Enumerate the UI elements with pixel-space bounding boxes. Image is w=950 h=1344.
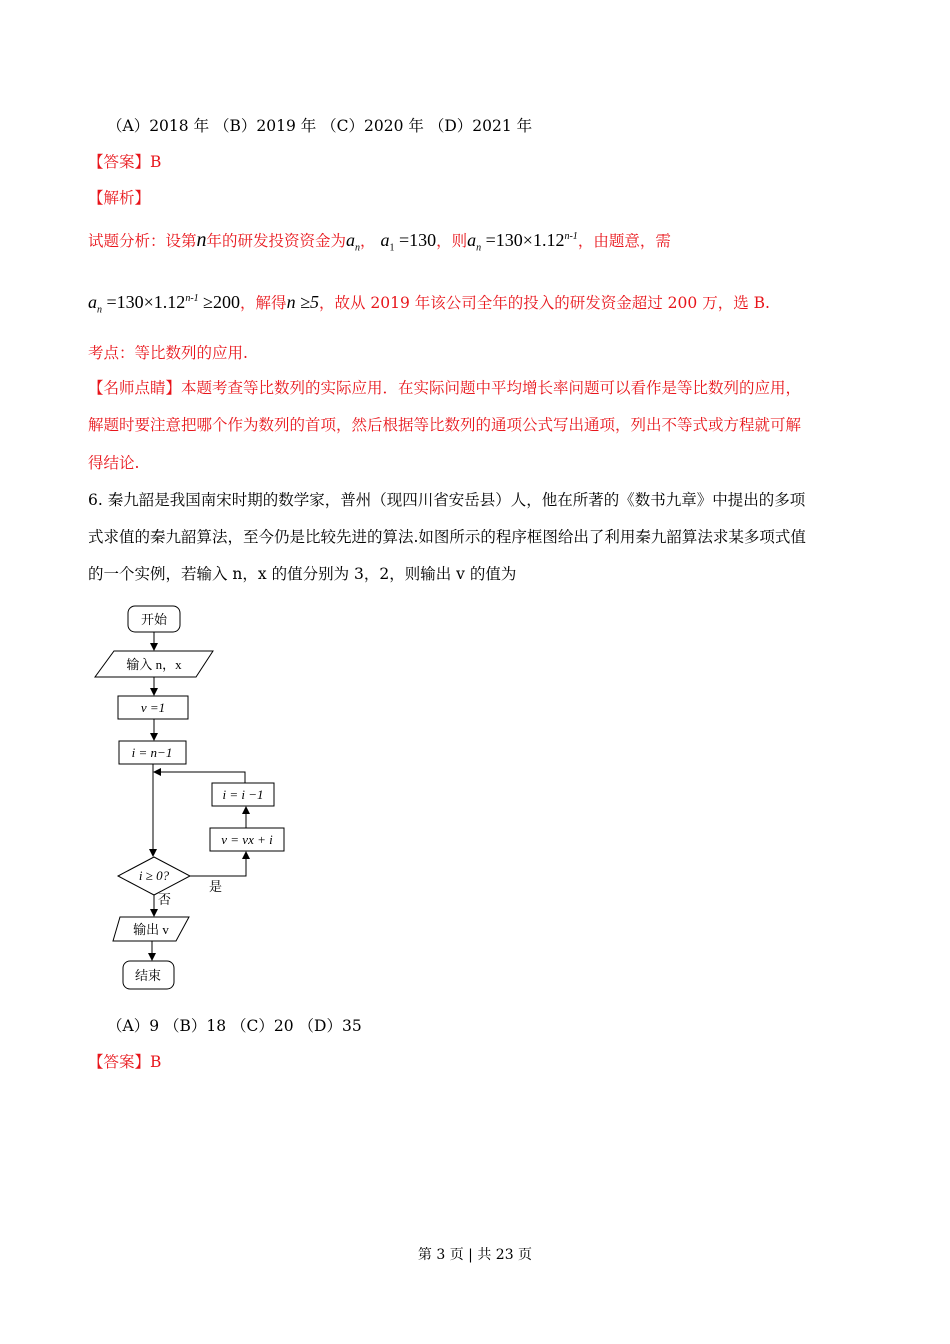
flow-output-label: 输出 v <box>133 922 169 937</box>
q5-text-1d: ，由题意，需 <box>577 232 671 250</box>
flow-no-label: 否 <box>158 892 172 907</box>
flow-v-init-label: v =1 <box>140 700 166 715</box>
flow-start-label: 开始 <box>140 612 168 627</box>
q5-text-2a: ，解得 <box>240 294 287 312</box>
q6-stem-1: 6. 秦九韶是我国南宋时期的数学家，普州（现四川省安岳县）人，他在所著的《数书九章》中提出的多项 <box>88 491 806 509</box>
flow-yes-label: 是 <box>209 879 223 894</box>
q5-solution: n ≥5 <box>286 292 319 312</box>
flow-cond-label: i ≥ 0? <box>138 868 170 883</box>
q5-tip-3: 得结论. <box>88 454 140 472</box>
q5-text-1b: 年的研发投资资金为 <box>206 232 347 250</box>
flow-end-label: 结束 <box>134 968 162 983</box>
q6-answer: 【答案】B <box>88 1053 162 1071</box>
flow-input-label: 输入 n，x <box>126 657 182 672</box>
q5-text-1c: ，则 <box>436 232 468 250</box>
q5-text-2b: ，故从 2019 年该公司全年的投入的研发资金超过 200 万，选 B. <box>318 294 770 312</box>
flow-i-dec-label: i = i −1 <box>222 787 264 802</box>
q5-inequality: $a_n =130\times 1.12^{n-1} \ge 200$ <box>88 292 241 316</box>
q6-stem-3: 的一个实例，若输入 n，x 的值分别为 3，2，则输出 v 的值为 <box>88 565 517 583</box>
flow-v-update-label: v = vx + i <box>221 832 273 847</box>
q5-an-formula: $a_n =130\times 1.12^{n-1}$ <box>467 230 578 254</box>
q5-var-an: $a_n$ <box>346 230 361 254</box>
page-footer: 第 3 页 | 共 23 页 <box>417 1247 533 1263</box>
q5-a1-eq: $a_1 =130$ <box>380 230 437 254</box>
q5-analysis-title: 【解析】 <box>88 189 151 207</box>
flow-i-init-label: i = n−1 <box>131 745 173 760</box>
q5-kaodian: 考点：等比数列的应用. <box>88 344 248 362</box>
q5-sep: ， <box>360 232 376 250</box>
q5-tip-1: 【名师点睛】本题考查等比数列的实际应用．在实际问题中平均增长率问题可以看作是等比数列的应用， <box>88 379 802 397</box>
q5-tip-2: 解题时要注意把哪个作为数列的首项，然后根据等比数列的通项公式写出通项，列出不等式或方程就可解 <box>88 416 802 434</box>
q5-answer: 【答案】B <box>88 153 162 171</box>
q6-stem-2: 式求值的秦九韶算法，至今仍是比较先进的算法.如图所示的程序框图给出了利用秦九韶算法求某多项式值 <box>88 528 806 546</box>
q5-options: （A）2018 年 （B）2019 年 （C）2020 年 （D）2021 年 <box>107 117 533 135</box>
q5-var-n: n <box>196 229 207 251</box>
q6-options: （A）9 （B）18 （C）20 （D）35 <box>107 1017 362 1035</box>
q5-text-1a: 试题分析：设第 <box>88 232 197 250</box>
